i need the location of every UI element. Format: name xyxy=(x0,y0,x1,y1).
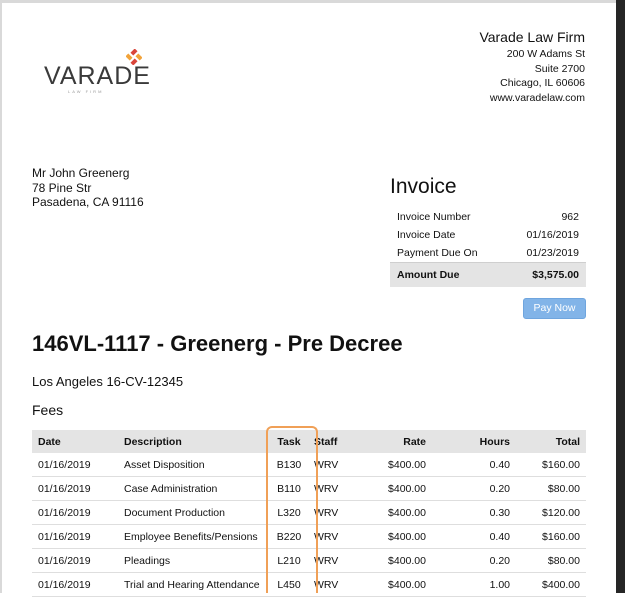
fee-hours: 0.20 xyxy=(432,477,516,501)
payment-due-label: Payment Due On xyxy=(397,247,478,259)
matter-title: 146VL-1117 - Greenerg - Pre Decree xyxy=(32,331,403,356)
case-number: Los Angeles 16-CV-12345 xyxy=(32,374,184,389)
fee-description: Asset Disposition xyxy=(118,453,266,477)
fee-staff: WRV xyxy=(312,573,350,597)
fee-date: 01/16/2019 xyxy=(32,549,118,573)
invoice-date-label: Invoice Date xyxy=(397,229,456,241)
amount-due-row xyxy=(390,263,586,288)
fee-date: 01/16/2019 xyxy=(32,501,118,525)
col-date: Date xyxy=(32,430,118,453)
fee-task: L210 xyxy=(266,549,312,573)
logo-tagline: LAW FIRM xyxy=(68,89,104,94)
fee-task: B220 xyxy=(266,525,312,549)
client-street: 78 Pine Str xyxy=(32,180,92,195)
window-right-edge xyxy=(616,0,625,593)
amount-due-label: Amount Due xyxy=(390,263,505,288)
fee-task: B110 xyxy=(266,477,312,501)
fee-staff: WRV xyxy=(312,453,350,477)
invoice-date-value: 01/16/2019 xyxy=(526,229,579,241)
fee-hours: 0.30 xyxy=(432,501,516,525)
fees-heading: Fees xyxy=(32,402,64,418)
fee-total: $80.00 xyxy=(516,477,586,501)
fee-total: $120.00 xyxy=(516,501,586,525)
task-column-highlight xyxy=(266,426,318,593)
fee-total: $160.00 xyxy=(516,453,586,477)
fee-date: 01/16/2019 xyxy=(32,573,118,597)
firm-address-line1: 200 W Adams St xyxy=(506,48,585,60)
invoice-title: Invoice xyxy=(390,175,457,198)
firm-city: Chicago, IL 60606 xyxy=(500,77,585,89)
fee-date: 01/16/2019 xyxy=(32,477,118,501)
client-city: Pasadena, CA 91116 xyxy=(32,195,144,209)
fee-staff: WRV xyxy=(312,477,350,501)
amount-due-value: $3,575.00 xyxy=(505,263,586,288)
col-total: Total xyxy=(516,430,586,453)
fee-rate: $400.00 xyxy=(350,525,432,549)
col-hours: Hours xyxy=(432,430,516,453)
fee-task: B130 xyxy=(266,453,312,477)
fee-rate: $400.00 xyxy=(350,477,432,501)
firm-name: Varade Law Firm xyxy=(479,29,585,45)
fee-hours: 0.40 xyxy=(432,453,516,477)
client-address-block xyxy=(32,166,144,210)
firm-website: www.varadelaw.com xyxy=(489,91,585,104)
invoice-number-value: 962 xyxy=(561,211,579,223)
fee-rate: $400.00 xyxy=(350,453,432,477)
window-top-border xyxy=(0,0,625,3)
fee-staff: WRV xyxy=(312,525,350,549)
fee-task: L320 xyxy=(266,501,312,525)
firm-address-block xyxy=(479,28,585,105)
invoice-number-label: Invoice Number xyxy=(397,211,471,223)
fee-total: $400.00 xyxy=(516,573,586,597)
firm-address-line2: Suite 2700 xyxy=(534,62,585,75)
invoice-date-row xyxy=(390,226,586,244)
col-task: Task xyxy=(266,430,312,453)
fee-date: 01/16/2019 xyxy=(32,453,118,477)
fee-total: $80.00 xyxy=(516,549,586,573)
fee-rate: $400.00 xyxy=(350,573,432,597)
logo-wordmark: VARADE xyxy=(44,62,151,90)
fee-description: Document Production xyxy=(118,501,266,525)
fee-staff: WRV xyxy=(312,549,350,573)
fee-description: Trial and Hearing Attendance xyxy=(118,573,266,597)
fee-date: 01/16/2019 xyxy=(32,525,118,549)
fee-description: Case Administration xyxy=(118,477,266,501)
invoice-summary-table xyxy=(390,208,586,287)
fee-total: $160.00 xyxy=(516,525,586,549)
fee-rate: $400.00 xyxy=(350,501,432,525)
client-name: Mr John Greenerg xyxy=(32,166,130,180)
window-left-border xyxy=(0,0,2,593)
fee-description: Pleadings xyxy=(118,549,266,573)
col-staff: Staff xyxy=(312,430,350,453)
fee-hours: 0.20 xyxy=(432,549,516,573)
fee-staff: WRV xyxy=(312,501,350,525)
col-description: Description xyxy=(118,430,266,453)
pay-now-button[interactable]: Pay Now xyxy=(523,298,586,319)
invoice-number-row xyxy=(390,208,586,226)
fee-description: Employee Benefits/Pensions xyxy=(118,525,266,549)
payment-due-row xyxy=(390,244,586,263)
fee-rate: $400.00 xyxy=(350,549,432,573)
col-rate: Rate xyxy=(350,430,432,453)
payment-due-value: 01/23/2019 xyxy=(526,247,579,259)
fee-hours: 1.00 xyxy=(432,573,516,597)
firm-logo xyxy=(40,46,150,96)
fee-task: L450 xyxy=(266,573,312,597)
fee-hours: 0.40 xyxy=(432,525,516,549)
